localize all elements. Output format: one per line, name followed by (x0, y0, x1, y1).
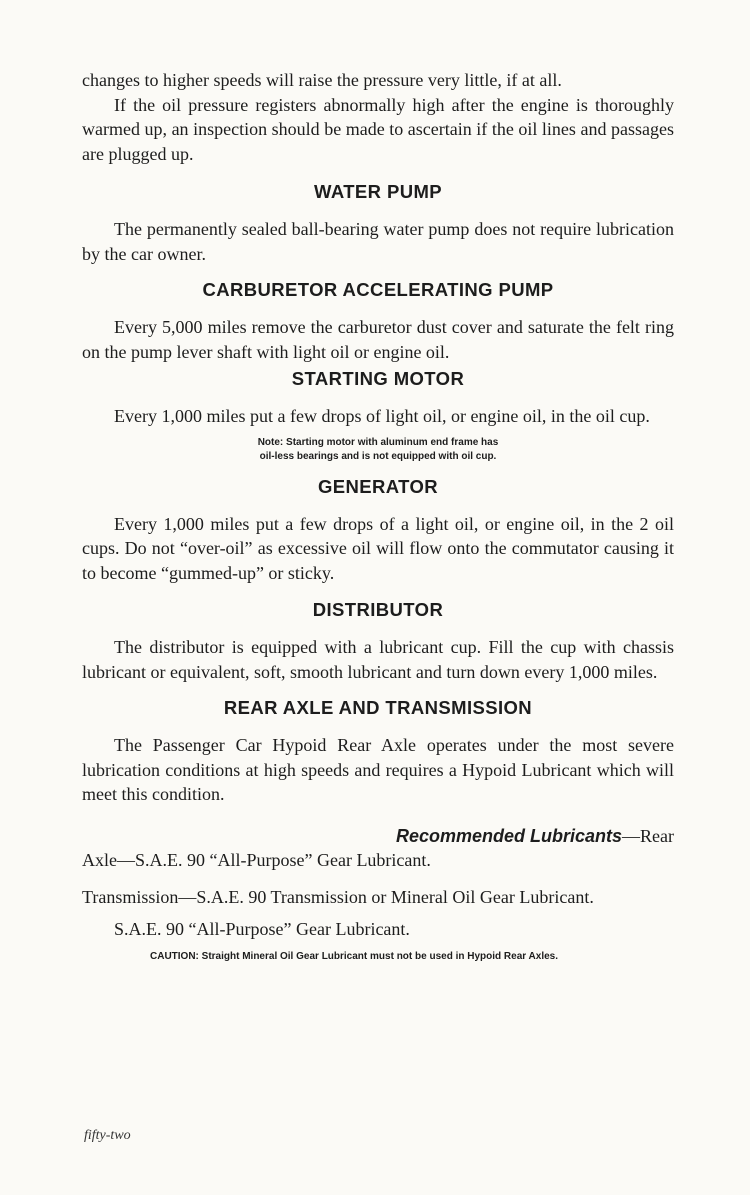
recommended-lubricants-line (82, 824, 674, 849)
recommended-lubricants-suffix: —Rear (622, 825, 674, 846)
paragraph-starting-motor: Every 1,000 miles put a few drops of light oil, or engine oil, in the oil cup. (114, 406, 650, 426)
paragraph-distributor: The distributor is equipped with a lubricant cup. Fill the cup with chassis lubricant or equivalent, soft, smooth lubricant and turn down every 1,000 miles. (82, 637, 674, 682)
heading-carburetor: CARBURETOR ACCELERATING PUMP (202, 279, 554, 300)
caution-note: CAUTION: Straight Mineral Oil Gear Lubricant must not be used in Hypoid Rear Axles. (150, 950, 559, 962)
heading-generator: GENERATOR (317, 475, 439, 497)
recommended-lubricants-label: Recommended Lubricants (395, 825, 623, 846)
paragraph-generator: Every 1,000 miles put a few drops of a light oil, or engine oil, in the 2 oil cups. Do not “over-oil” as excessive oil will flow onto the commutator causing it to become “gummed-up” or sticky. (82, 513, 674, 583)
note-line-1: Note: Starting motor with aluminum end frame has (257, 436, 499, 448)
heading-water-pump: WATER PUMP (313, 181, 443, 202)
paragraph-carburetor: Every 5,000 miles remove the carburetor dust cover and saturate the felt ring on the pump lever shaft with light oil or engine oil. (82, 317, 674, 362)
page-number: fifty-two (84, 1128, 131, 1143)
heading-starting-motor: STARTING MOTOR (291, 368, 465, 389)
note-line-2: oil-less bearings and is not equipped with oil cup. (259, 450, 497, 462)
heading-rear-axle: REAR AXLE AND TRANSMISSION (223, 697, 533, 718)
paragraph-rear-axle: The Passenger Car Hypoid Rear Axle operates under the most severe lubrication conditions at high speeds and requires a Hypoid Lubricant which will meet this condition. (82, 735, 674, 804)
lubricant-sae: S.A.E. 90 “All-Purpose” Gear Lubricant. (114, 919, 410, 939)
paragraph-continued: changes to higher speeds will raise the pressure very little, if at all. (82, 70, 562, 90)
heading-distributor: DISTRIBUTOR (312, 599, 444, 620)
lubricant-transmission: Transmission—S.A.E. 90 Transmission or Mineral Oil Gear Lubricant. (82, 886, 594, 907)
paragraph-water-pump: The permanently sealed ball-bearing water pump does not require lubrication by the car owner. (82, 219, 674, 264)
lubricant-axle: Axle—S.A.E. 90 “All-Purpose” Gear Lubricant. (82, 850, 431, 870)
paragraph-oil-pressure: If the oil pressure registers abnormally high after the engine is thoroughly warmed up, an inspection should be made to ascertain if the oil lines and passages are plugged up. (82, 94, 674, 164)
